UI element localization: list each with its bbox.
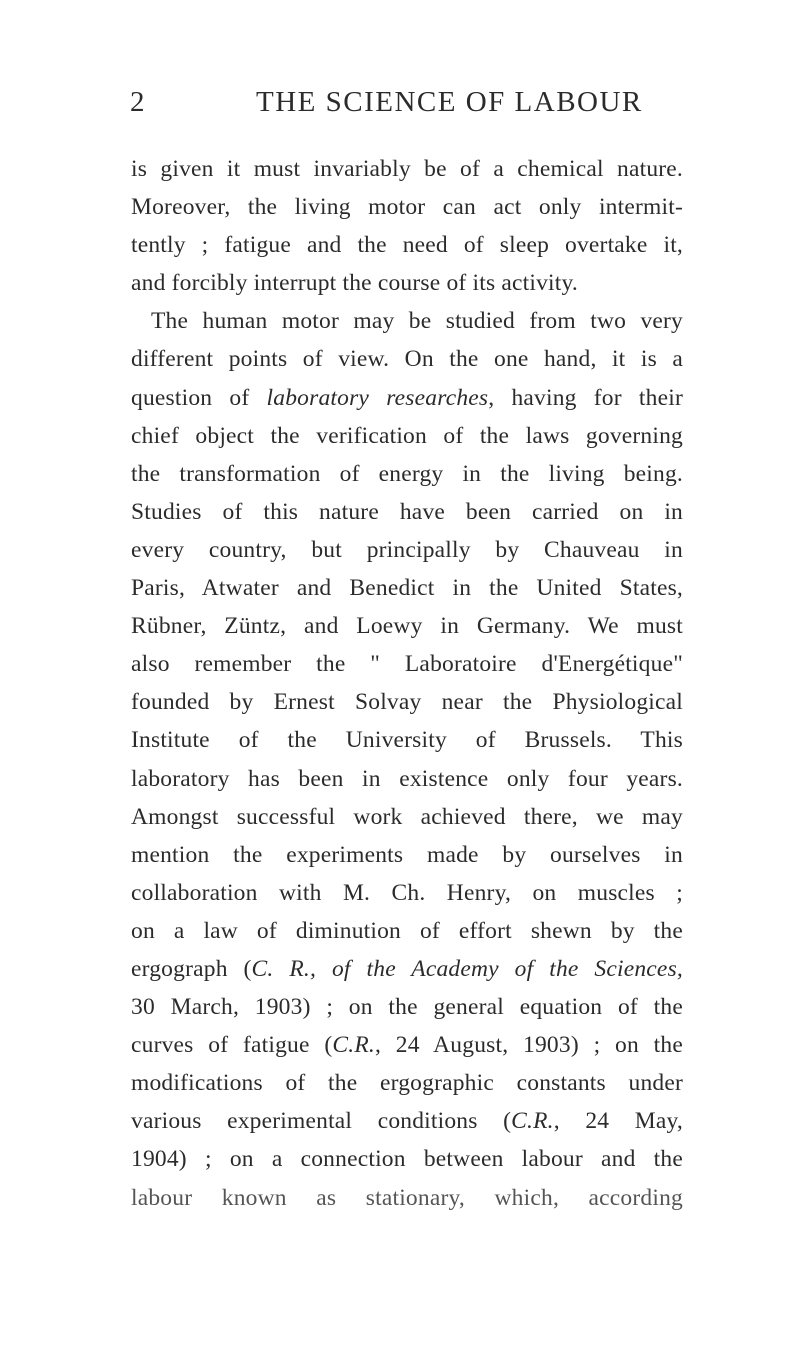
text-line [131, 1064, 683, 1102]
text-line [131, 150, 683, 188]
text-line [131, 302, 683, 340]
text-run: tently ; fatigue and the need of sleep overtake it, [131, 232, 683, 259]
text-run: laboratory has been in existence only four years. [131, 765, 683, 792]
text-line [131, 874, 683, 912]
text-run: different points of view. On the one hand, it is a [131, 346, 683, 373]
italic-text: C.R. [332, 1032, 375, 1059]
text-run: , having for their [488, 384, 683, 411]
text-line [131, 683, 683, 721]
text-run: Moreover, the living motor can act only intermit- [131, 194, 683, 221]
text-run: Amongst successful work achieved there, we may [131, 803, 683, 830]
text-run: founded by Ernest Solvay near the Physiological [131, 689, 683, 716]
text-run: curves of fatigue ( [131, 1032, 333, 1059]
italic-text: laboratory researches [266, 384, 489, 411]
text-line [131, 912, 683, 950]
text-run: question of [131, 384, 267, 411]
text-run: various experimental conditions ( [131, 1108, 512, 1135]
text-line [131, 1179, 683, 1217]
text-line [131, 455, 683, 493]
text-line [131, 798, 683, 836]
running-head: THE SCIENCE OF LABOUR [256, 86, 643, 118]
text-line [131, 950, 683, 988]
text-run: and forcibly interrupt the course of its activity. [131, 270, 579, 297]
text-run: ergograph ( [131, 955, 252, 982]
text-line [131, 1140, 683, 1178]
page-number: 2 [130, 86, 146, 118]
text-line [131, 988, 683, 1026]
text-run: labour known as stationary, which, according [131, 1184, 683, 1211]
text-line [131, 493, 683, 531]
text-run: Paris, Atwater and Benedict in the United States, [131, 575, 683, 602]
text-run: is given it must invariably be of a chemical nature. [131, 156, 683, 182]
text-run: mention the experiments made by ourselves in [131, 841, 683, 868]
text-line [131, 721, 683, 759]
text-line [131, 1102, 683, 1140]
text-line [131, 417, 683, 455]
text-line [131, 760, 683, 798]
text-line [131, 569, 683, 607]
italic-text: C.R. [511, 1108, 554, 1135]
italic-text: C. R., of the Academy of the Sciences, [251, 955, 683, 982]
text-run: collaboration with M. Ch. Henry, on muscles ; [131, 879, 683, 906]
text-run: , 24 August, 1903) ; on the [374, 1032, 683, 1059]
text-run: 1904) ; on a connection between labour and the [131, 1146, 683, 1173]
text-line [131, 531, 683, 569]
body-text [131, 150, 683, 1217]
text-line [131, 264, 683, 302]
text-line [131, 645, 683, 683]
text-run: Studies of this nature have been carried on in [131, 498, 683, 525]
text-run: 30 March, 1903) ; on the general equation of the [131, 994, 683, 1021]
text-line [131, 188, 683, 226]
text-run: the transformation of energy in the living being. [131, 460, 683, 487]
text-line [131, 607, 683, 645]
text-run: Institute of the University of Brussels. This [131, 727, 683, 754]
text-line [131, 379, 683, 417]
text-run: also remember the " Laboratoire d'Energétique" [131, 651, 683, 678]
text-run: , 24 May, [553, 1108, 683, 1135]
text-line [131, 226, 683, 264]
text-run: The human motor may be studied from two very [151, 308, 683, 335]
text-run: Rübner, Züntz, and Loewy in Germany. We must [131, 613, 683, 640]
page-header [0, 86, 800, 126]
text-run: chief object the verification of the laws governing [131, 422, 683, 449]
text-line [131, 836, 683, 874]
text-run: every country, but principally by Chauveau in [131, 536, 683, 563]
text-line [131, 340, 683, 378]
text-line [131, 1026, 683, 1064]
text-run: modifications of the ergographic constants under [131, 1070, 683, 1097]
text-run: on a law of diminution of effort shewn by the [131, 917, 683, 944]
